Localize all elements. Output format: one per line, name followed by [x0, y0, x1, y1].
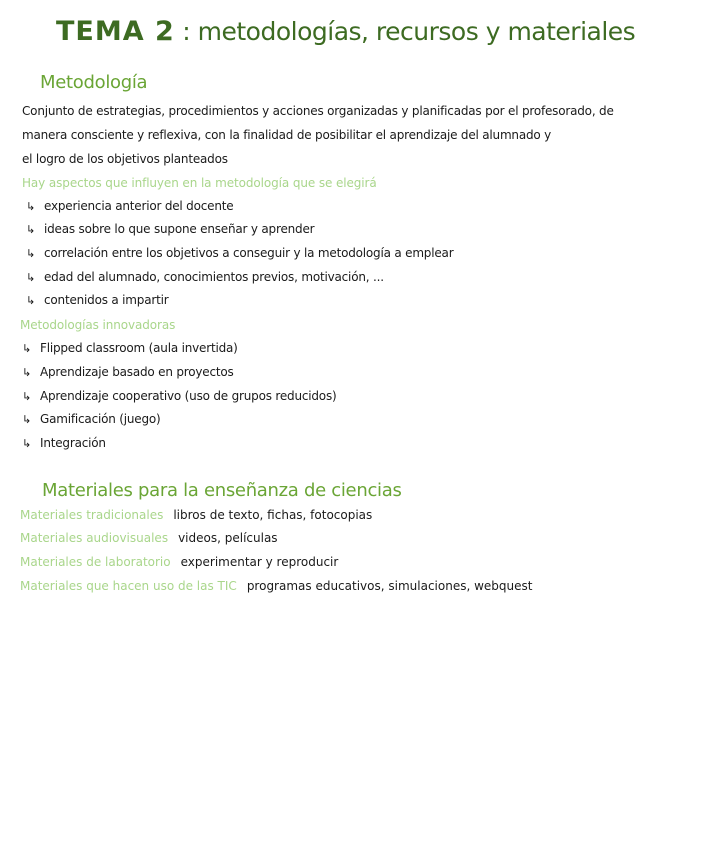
material-value: videos, películas: [178, 531, 278, 545]
material-row: [20, 579, 532, 593]
aspect-item: [26, 222, 314, 236]
arrow-icon: ↳: [26, 200, 36, 213]
innovative-item: [22, 389, 336, 403]
innovative-item: [22, 412, 161, 426]
aspect-item: [26, 199, 233, 213]
innovative-item: [22, 436, 106, 450]
material-value: libros de texto, fichas, fotocopias: [173, 508, 373, 522]
arrow-icon: ↳: [22, 366, 32, 379]
aspect-item: [26, 293, 168, 307]
arrow-icon: ↳: [26, 294, 36, 307]
heading-materiales: Materiales para la enseñanza de ciencias: [42, 480, 402, 501]
aspect-text: ideas sobre lo que supone enseñar y aprender: [44, 222, 315, 236]
arrow-icon: ↳: [26, 247, 36, 260]
material-label: Materiales tradicionales: [20, 508, 164, 522]
page-title: [56, 16, 635, 47]
aspect-item: [26, 270, 384, 284]
definition-line-2: manera consciente y reflexiva, con la finalidad de posibilitar el aprendizaje del alumnado y: [22, 128, 552, 142]
aspect-text: contenidos a impartir: [44, 293, 169, 307]
arrow-icon: ↳: [22, 437, 32, 450]
material-row: [20, 508, 372, 522]
aspect-item: [26, 246, 453, 260]
aspect-text: edad del alumnado, conocimientos previos, motivación, ...: [44, 270, 384, 284]
material-row: [20, 531, 278, 545]
title-subject: : metodologías, recursos y materiales: [182, 17, 636, 46]
innovative-label: Metodologías innovadoras: [20, 318, 176, 332]
material-label: Materiales que hacen uso de las TIC: [20, 579, 237, 593]
definition-line-1: Conjunto de estrategias, procedimientos y acciones organizadas y planificadas por el profesorado, de: [22, 104, 614, 118]
title-tema: TEMA 2: [56, 16, 175, 47]
innovative-item: [22, 365, 234, 379]
aspect-text: correlación entre los objetivos a conseguir y la metodología a emplear: [44, 246, 454, 260]
arrow-icon: ↳: [22, 390, 32, 403]
innovative-text: Aprendizaje cooperativo (uso de grupos reducidos): [40, 389, 337, 403]
arrow-icon: ↳: [26, 271, 36, 284]
innovative-text: Gamificación (juego): [40, 412, 161, 426]
arrow-icon: ↳: [22, 342, 32, 355]
material-label: Materiales audiovisuales: [20, 531, 169, 545]
aspects-label: Hay aspectos que influyen en la metodología que se elegirá: [22, 176, 377, 190]
heading-metodologia: Metodología: [40, 72, 148, 93]
material-label: Materiales de laboratorio: [20, 555, 171, 569]
material-row: [20, 555, 338, 569]
innovative-text: Flipped classroom (aula invertida): [40, 341, 238, 355]
innovative-text: Aprendizaje basado en proyectos: [40, 365, 234, 379]
material-value: programas educativos, simulaciones, webquest: [246, 579, 533, 593]
arrow-icon: ↳: [26, 223, 36, 236]
aspect-text: experiencia anterior del docente: [44, 199, 234, 213]
material-value: experimentar y reproducir: [180, 555, 339, 569]
innovative-item: [22, 341, 238, 355]
innovative-text: Integración: [40, 436, 106, 450]
definition-line-3: el logro de los objetivos planteados: [22, 152, 228, 166]
arrow-icon: ↳: [22, 413, 32, 426]
